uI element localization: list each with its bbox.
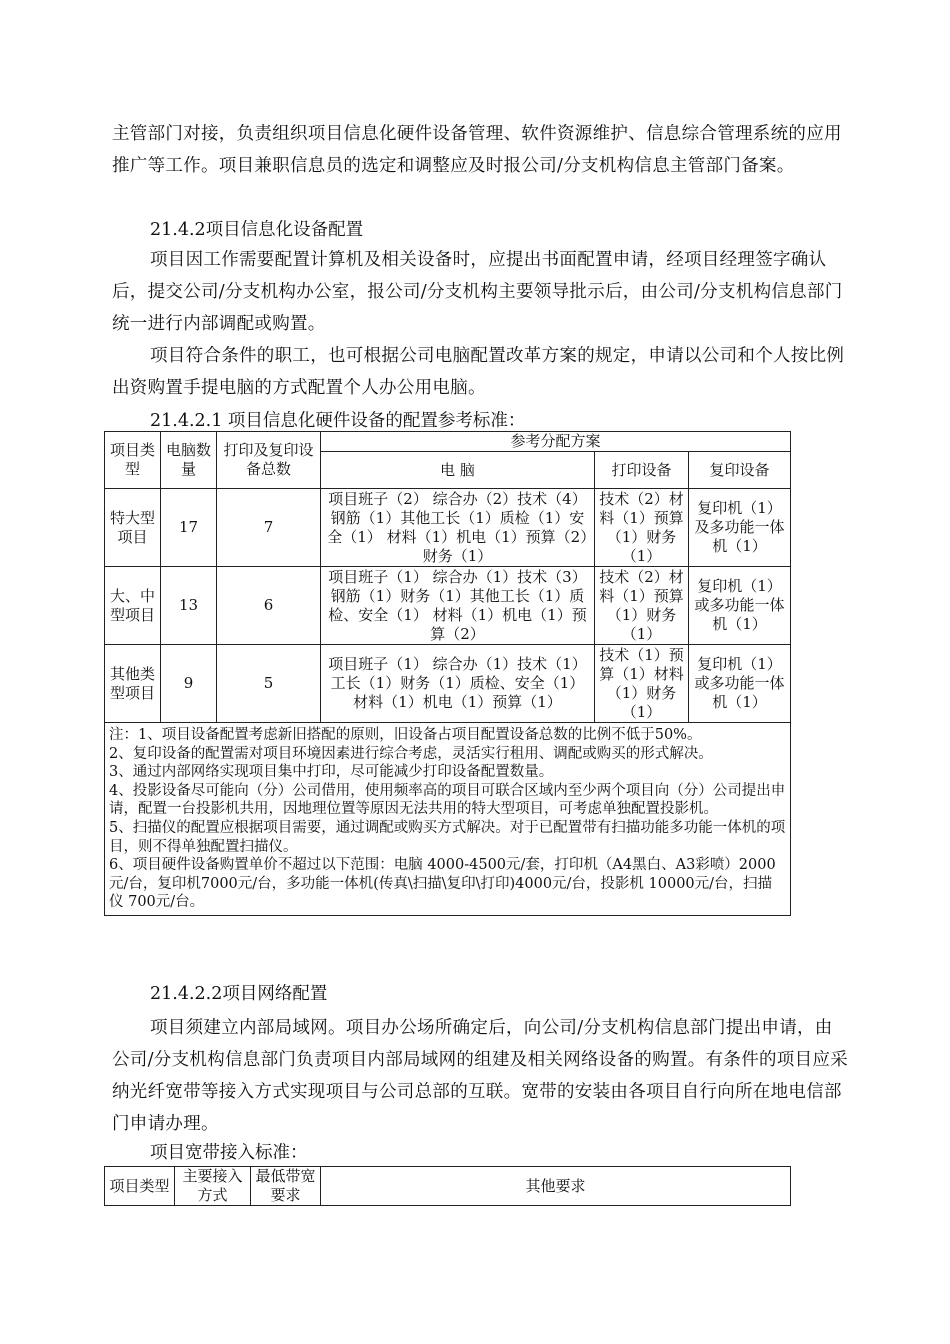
header-print-total: 打印及复印设备总数 [217, 432, 321, 489]
header-other-requirements: 其他要求 [321, 1167, 791, 1206]
table-row [105, 567, 791, 645]
table-notes [105, 723, 791, 916]
note-4: 4、投影设备尽可能向（分）公司借用，使用频率高的项目可联合区域内至少两个项目向（分）公司提出申请，配置一台投影机共用，因地理位置等原因无法共用的特大型项目，可考虑单独配置投影机。 [109, 782, 786, 818]
header-pc-count: 电脑数量 [161, 432, 217, 489]
row-pc-count: 13 [161, 567, 217, 645]
row-print-total: 5 [217, 645, 321, 723]
row-project-type: 其他类型项目 [105, 645, 161, 723]
header-project-type: 项目类型 [105, 1167, 175, 1206]
row-project-type: 大、中型项目 [105, 567, 161, 645]
heading-broadband: 项目宽带接入标准： [150, 1143, 308, 1163]
header-copier: 复印设备 [689, 452, 791, 489]
row-copier-plan: 复印机（1）或多功能一体机（1） [689, 567, 791, 645]
row-pc-plan: 项目班子（2） 综合办（2）技术（4） 钢筋（1）其他工长（1）质检（1）安全（1） 材料（1）机电（1）预算（2）财务（1） [321, 489, 595, 567]
paragraph-2: 项目因工作需要配置计算机及相关设备时，应提出书面配置申请，经项目经理签字确认后，提交公司/分支机构办公室，报公司/分支机构主要领导批示后，由公司/分支机构信息部门统一进行内部调配或购置。 [112, 250, 843, 334]
header-pc: 电 脑 [321, 452, 595, 489]
row-pc-plan: 项目班子（1） 综合办（1）技术（3） 钢筋（1）财务（1）其他工长（1）质检、安全（1） 材料（1）机电（1）预算（2） [321, 567, 595, 645]
note-3: 3、通过内部网络实现项目集中打印，尽可能减少打印设备配置数量。 [109, 764, 554, 781]
header-project-type: 项目类型 [105, 432, 161, 489]
note-1: 注：1、项目设备配置考虑新旧搭配的原则，旧设备占项目配置设备总数的比例不低于50%。 [109, 727, 702, 743]
row-copier-plan: 复印机（1）及多功能一体机（1） [689, 489, 791, 567]
row-printer-plan: 技术（1）预算（1）材料（1）财务（1） [595, 645, 689, 723]
note-5: 5、扫描仪的配置应根据项目需要，通过调配或购买方式解决。对于已配置带有扫描功能多功能一体机的项目，则不得单独配置扫描仪。 [109, 819, 786, 855]
table-row [105, 645, 791, 723]
heading-21-4-2-1: 21.4.2.1 项目信息化硬件设备的配置参考标准： [150, 411, 526, 431]
heading-21-4-2: 21.4.2项目信息化设备配置 [150, 220, 364, 240]
row-copier-plan: 复印机（1）或多功能一体机（1） [689, 645, 791, 723]
heading-21-4-2-2: 21.4.2.2项目网络配置 [150, 984, 328, 1004]
row-pc-count: 9 [161, 645, 217, 723]
table-notes-row [105, 723, 791, 916]
table-row [105, 489, 791, 567]
header-printer: 打印设备 [595, 452, 689, 489]
note-6: 6、项目硬件设备购置单价不超过以下范围：电脑 4000-4500元/套，打印机（A4黑白、A3彩喷）2000元/台，复印机7000元/台，多功能一体机(传真\扫描\复印\打印)4000元/台，投影机 10000元/台，扫描仪 700元/台。 [109, 857, 776, 911]
row-project-type: 特大型项目 [105, 489, 161, 567]
table-header-row [105, 432, 791, 452]
row-printer-plan: 技术（2）材料（1）预算（1）财务（1） [595, 567, 689, 645]
row-pc-count: 17 [161, 489, 217, 567]
header-allocation-plan: 参考分配方案 [321, 432, 791, 452]
row-pc-plan: 项目班子（1） 综合办（1）技术（1） 工长（1）财务（1）质检、安全（1） 材料（1）机电（1）预算（1） [321, 645, 595, 723]
row-printer-plan: 技术（2）材料（1）预算（1）财务（1） [595, 489, 689, 567]
paragraph-3: 项目符合条件的职工，也可根据公司电脑配置改革方案的规定，申请以公司和个人按比例出资购置手提电脑的方式配置个人办公用电脑。 [112, 346, 845, 398]
header-access-method: 主要接入方式 [175, 1167, 251, 1206]
note-2: 2、复印设备的配置需对项目环境因素进行综合考虑，灵活实行租用、调配或购买的形式解决。 [109, 745, 713, 762]
header-min-bandwidth: 最低带宽要求 [251, 1167, 321, 1206]
row-print-total: 7 [217, 489, 321, 567]
broadband-table [104, 1166, 791, 1206]
hardware-config-table [104, 431, 791, 916]
table-header-row [105, 1167, 791, 1206]
paragraph-1: 主管部门对接，负责组织项目信息化硬件设备管理、软件资源维护、信息综合管理系统的应用推广等工作。项目兼职信息员的选定和调整应及时报公司/分支机构信息主管部门备案。 [112, 124, 842, 176]
paragraph-4: 项目须建立内部局域网。项目办公场所确定后，向公司/分支机构信息部门提出申请，由公司/分支机构信息部门负责项目内部局域网的组建及相关网络设备的购置。有条件的项目应采纳光纤宽带等接入方式实现项目与公司总部的互联。宽带的安装由各项目自行向所在地电信部门申请办理。 [112, 1018, 848, 1134]
row-print-total: 6 [217, 567, 321, 645]
